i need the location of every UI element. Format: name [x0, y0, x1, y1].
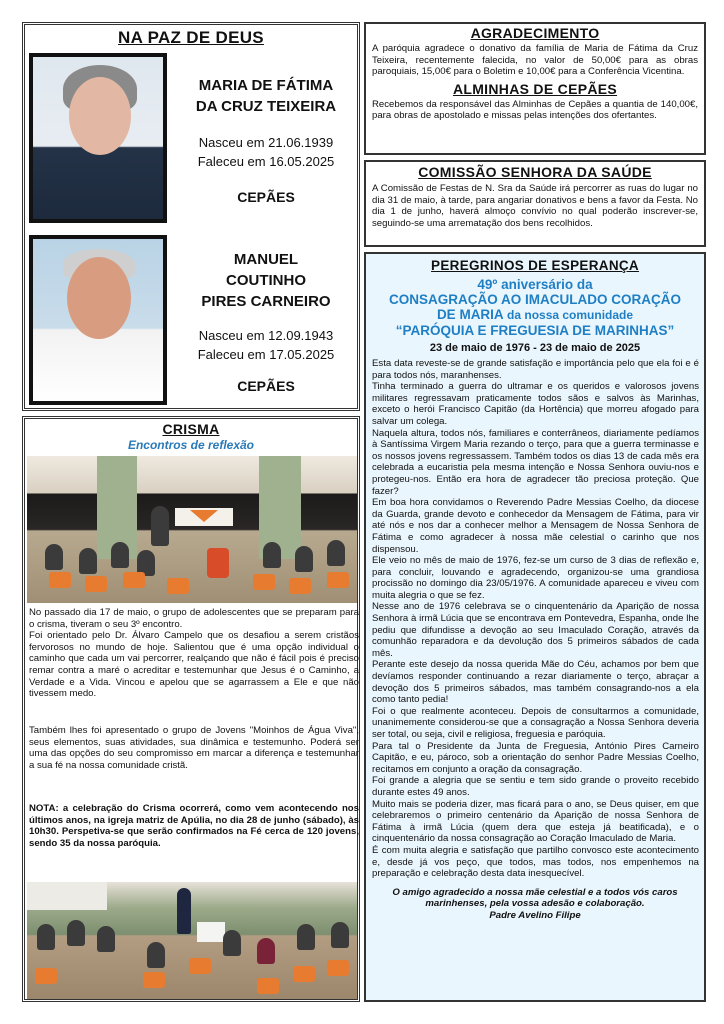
- audience-member: [37, 924, 55, 950]
- audience-member: [67, 920, 85, 946]
- chair: [293, 966, 315, 982]
- anniversary-dates: 23 de maio de 1976 - 23 de maio de 2025: [429, 342, 641, 354]
- portrait-face: [69, 77, 131, 155]
- article-paragraph: Ele veio no mês de maio de 1976, fez-se um curso de 3 dias de reflexão e, para concluir, louvando e agradecendo, organizou-se uma grandiosa procissão no domingo dia 23/05/1976. A comunidade apareceu e viveu com muita alegria o que se fez.: [372, 555, 699, 601]
- audience-member: [331, 922, 349, 948]
- crisma-paragraph: No passado dia 17 de maio, o grupo de adolescentes que se preparam para o crisma, tiveram o seu 3º encontro.: [29, 607, 359, 630]
- chair: [289, 578, 311, 594]
- anniversary-line: CONSAGRAÇÃO AO IMACULADO CORAÇÃO: [389, 292, 681, 307]
- peregrinos-article: [372, 358, 699, 880]
- anniversary-line: “PARÓQUIA E FREGUESIA DE MARINHAS”: [395, 323, 675, 338]
- article-paragraph: Naquela altura, todos nós, familiares e conterrâneos, diariamente pedíamos à Santíssima Virgem Maria rezando o terço, para que a guerra terminasse e os nossos jovens regressassem. Também todos os dias 13 de cada mês era celebrada a eucaristia pela mesma intenção e Nossa Senhora ouviu-nos e protegeu-nos. Então era hora de agradecer tão preciosa proteção. Que fazer?: [372, 427, 699, 497]
- obituaries-title: NA PAZ DE DEUS: [118, 28, 264, 47]
- birth-date: Nasceu em 12.09.1943: [198, 328, 334, 343]
- obituaries-section: [22, 22, 360, 411]
- crisma-photo-hall: [27, 456, 357, 603]
- peregrinos-title: PEREGRINOS DE ESPERANÇA: [431, 258, 639, 273]
- chair: [49, 572, 71, 588]
- chair: [167, 578, 189, 594]
- article-paragraph: Esta data reveste-se de grande satisfação e importância pelo que ela foi e é para todos nós, maranhenses.: [372, 358, 699, 381]
- person-name: COUTINHO: [226, 272, 306, 289]
- article-paragraph: Perante este desejo da nossa querida Mãe do Céu, achamos por bem que devíamos responder continuando a rezar diariamente o terço, abraçar a devoção dos 5 primeiros sábados, mas também consagrando-nos a ela como tanto pedia!: [372, 659, 699, 706]
- audience-member: [147, 942, 165, 968]
- portrait-photo: [29, 235, 167, 405]
- peregrinos-section: [364, 252, 706, 1002]
- chair: [143, 972, 165, 988]
- crisma-photo-audience: [27, 882, 357, 999]
- article-signoff: [366, 887, 704, 922]
- anniversary-line: [366, 307, 704, 323]
- place-name: CEPÃES: [237, 378, 295, 394]
- banner: [207, 548, 229, 578]
- death-date: Faleceu em 17.05.2025: [197, 347, 335, 362]
- article-paragraph: Muito mais se poderia dizer, mas ficará para o ano, se Deus quiser, em que celebraremos o primeiro centenário da Aparição de nossa Senhora de Fátima à irmã Lúcia (quem dera que esteja já beatificada), e o cinquentenário da nossa consagração ao Coração Imaculado de Maria.: [372, 798, 699, 845]
- audience-member: [263, 542, 281, 568]
- agradecimento-section: [364, 22, 706, 155]
- alminhas-text: Recebemos da responsável das Alminhas de Cepães a quantia de 140,00€, para obras de apostolado e missas pelas intenções dos ofertantes.: [372, 98, 698, 122]
- person-name: PIRES CARNEIRO: [201, 293, 331, 310]
- article-paragraph: Para tal o Presidente da Junta de Freguesia, António Pires Carneiro Capitão, e eu, pároco, sob a orientação do senhor Padre Messias Coelho, recitamos em conjunto a oração da consagração.: [372, 740, 699, 775]
- birth-date: Nasceu em 21.06.1939: [198, 135, 334, 150]
- chair: [35, 968, 57, 984]
- comissao-section: [364, 160, 706, 247]
- audience-member: [97, 926, 115, 952]
- chair: [327, 572, 349, 588]
- chair: [257, 978, 279, 994]
- speaker-figure: [151, 506, 169, 546]
- crisma-title: CRISMA: [162, 421, 220, 437]
- anniversary-line-part: DE MARIA: [436, 307, 504, 322]
- obituary-info: [175, 75, 357, 205]
- crisma-paragraph-block: [29, 725, 359, 771]
- comissao-text: A Comissão de Festas de N. Sra da Saúde irá percorrer as ruas do lugar no dia 31 de maio, à tarde, para angariar donativos e bens a favor da Festa. No dia 1 de junho, haverá almoço convívio no qual poderão inscrever-se, seguindo-se uma arrematação dos bens recolhidos.: [372, 183, 698, 229]
- crisma-section: [22, 416, 360, 1002]
- obituary-info: [175, 249, 357, 394]
- crisma-note: NOTA: a celebração do Crisma ocorrerá, como vem acontecendo nos últimos anos, na igreja matriz de Apúlia, no dia 28 de junho (sábado), às 10h30. Perspetiva-se que serão confirmados na Fé cerca de 120 jovens, sendo 35 da nossa paróquia.: [29, 803, 359, 849]
- crisma-subtitle: Encontros de reflexão: [127, 438, 255, 452]
- signoff-name: Padre Avelino Filipe: [489, 909, 581, 921]
- audience-member: [223, 930, 241, 956]
- article-paragraph: Nesse ano de 1976 celebrava se o cinquentenário da Aparição de nossa Senhora à irmã Lúcia que se encontrava em Pontevedra, Espanha, onde lhe pediu que difundisse a devoção ao seu Imaculado Coração, através da comunhão reparadora e da devolução dos 5 primeiros sábados de cada mês.: [372, 601, 699, 659]
- audience-member: [297, 924, 315, 950]
- crisma-paragraph: Também lhes foi apresentado o grupo de Jovens "Moinhos de Água Viva", seus elementos, suas atividades, sua dinâmica e testemunho. Poderá ser uma das opções do seu compromisso em marcar a diferença e testemunhar a sua fé na nossa comunidade cristã.: [29, 725, 359, 771]
- speaker-figure: [177, 888, 191, 934]
- portrait-face: [67, 257, 131, 339]
- crisma-paragraph: Foi orientado pelo Dr. Álvaro Campelo que os desafiou a serem cristãos fervorosos no mundo de hoje. Salientou que é uma opção individual o caminho que cada um vai percorrer, realçando que não é fácil pois é preciso remar contra a maré o acreditar e testemunhar que Jesus é o Caminho, a Verdade e a Vida. Vincou e apelou que se agarrassem a Ele e que não tivessem medo.: [29, 630, 359, 700]
- person-name: MANUEL: [233, 251, 299, 268]
- person-name: DA CRUZ TEIXEIRA: [195, 98, 337, 115]
- person-name: MARIA DE FÁTIMA: [198, 77, 334, 94]
- place-name: CEPÃES: [237, 189, 295, 205]
- chair: [253, 574, 275, 590]
- anniversary-line: 49º aniversário da: [477, 277, 593, 292]
- audience-member: [295, 546, 313, 572]
- wall: [27, 882, 107, 910]
- death-date: Faleceu em 16.05.2025: [197, 154, 335, 169]
- chair: [189, 958, 211, 974]
- chair: [85, 576, 107, 592]
- agradecimento-text: A paróquia agradece o donativo da família de Maria de Fátima da Cruz Teixeira, recentemente falecida, no valor de 50,00€ para as obras paroquiais, 15,00€ para o Boletim e 10,00€ para a Conferência Vicentina.: [372, 43, 698, 78]
- crisma-paragraphs: [29, 607, 359, 700]
- chair: [123, 572, 145, 588]
- audience-member: [79, 548, 97, 574]
- anniversary-line-part: da nossa comunidade: [503, 308, 634, 322]
- article-paragraph: Foi o que realmente aconteceu. Depois de consultarmos a comunidade, unanimemente considerou-se que a consagração a Nossa Senhora deveria ser total, ou seja, civil e religiosa, freguesia e paróquia.: [372, 705, 699, 740]
- article-paragraph: Foi grande a alegria que se sentiu e tem sido grande o proveito recebido durante estes 49 anos.: [372, 775, 699, 798]
- portrait-photo: [29, 53, 167, 223]
- audience-member: [257, 938, 275, 964]
- article-paragraph: É com muita alegria e satisfação que partilho convosco este acontecimento e, desde já vos peço, que todos, mas todos, nos empenhemos na preparação e celebração desta data inesquecível.: [372, 844, 699, 880]
- audience-member: [327, 540, 345, 566]
- audience-member: [45, 544, 63, 570]
- anniversary-title: [366, 277, 704, 338]
- alminhas-title: ALMINHAS DE CEPÃES: [452, 80, 618, 97]
- article-paragraph: Tinha terminado a guerra do ultramar e os queridos e valorosos jovens militares regressavam praticamente todos sãos e salvos às Marinhas, exceto o herói Francisco Capitão (da Hortência) que morreu afogado para salvar um colega.: [372, 381, 699, 427]
- audience-member: [111, 542, 129, 568]
- signoff-line: O amigo agradecido a nossa mãe celestial e a todos vós caros: [392, 886, 678, 898]
- signoff-line: marinhenses, pela vossa adesão e colaboração.: [425, 898, 645, 910]
- comissao-title: COMISSÃO SENHORA DA SAÚDE: [418, 164, 652, 180]
- article-paragraph: Em boa hora convidamos o Reverendo Padre Messias Coelho, da diocese da Guarda, grande devoto e conhecedor da Mensagem de Fátima, para vir até nós e nos dar a conhecer melhor a Mensagem de Nossa Senhora de Fátima e como agradecer à nossa mãe celestial o carinho que nos dispensou.: [372, 497, 699, 555]
- chair: [327, 960, 349, 976]
- agradecimento-title: AGRADECIMENTO: [470, 25, 600, 41]
- altar-table: [197, 922, 225, 942]
